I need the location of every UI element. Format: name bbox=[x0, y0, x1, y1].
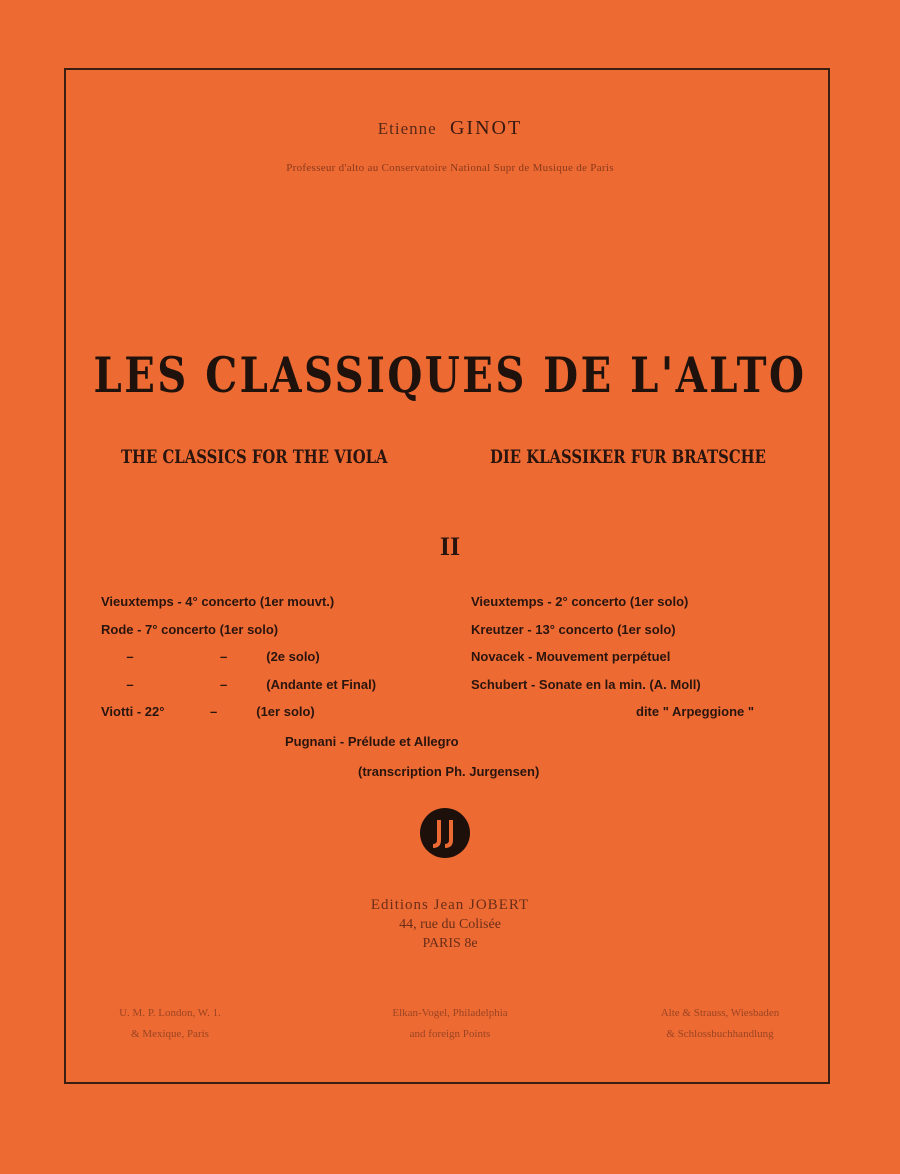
author-first-name: Etienne bbox=[377, 119, 437, 138]
author-last-name: GINOT bbox=[449, 117, 523, 139]
volume-number: II bbox=[439, 532, 461, 561]
work-item: Vieuxtemps - 4° concerto (1er mouvt.) bbox=[101, 594, 335, 609]
work-item-pugnani: Pugnani - Prélude et Allegro bbox=[285, 734, 459, 749]
publisher-city: PARIS 8e bbox=[422, 936, 478, 951]
distributor-line: & Mexique, Paris bbox=[131, 1028, 209, 1040]
distributor-2 bbox=[350, 1003, 550, 1045]
work-item: dite " Arpeggione " bbox=[636, 704, 755, 719]
work-item: Vieuxtemps - 2° concerto (1er solo) bbox=[471, 594, 689, 609]
publisher-logo-icon bbox=[418, 806, 472, 860]
author-line bbox=[0, 117, 900, 140]
publisher-name: Editions Jean JOBERT bbox=[370, 897, 530, 913]
distributor-line: Elkan-Vogel, Philadelphia bbox=[392, 1007, 508, 1019]
title-english: THE CLASSICS FOR THE VIOLA bbox=[121, 446, 388, 468]
work-item: Kreutzer - 13° concerto (1er solo) bbox=[471, 621, 676, 637]
work-item-transcription: (transcription Ph. Jurgensen) bbox=[358, 764, 540, 779]
work-item: Schubert - Sonate en la min. (A. Moll) bbox=[471, 676, 701, 692]
works-list-right bbox=[471, 588, 754, 726]
publisher-address: 44, rue du Colisée bbox=[399, 917, 501, 932]
title-german: DIE KLASSIKER FUR BRATSCHE bbox=[490, 446, 766, 468]
work-item: – – (Andante et Final) bbox=[126, 676, 377, 692]
work-item: Novacek - Mouvement perpétuel bbox=[471, 649, 671, 664]
publisher-info bbox=[0, 896, 900, 953]
distributor-line: U. M. P. London, W. 1. bbox=[119, 1007, 221, 1019]
distributor-1 bbox=[70, 1003, 270, 1045]
works-list-left bbox=[101, 588, 376, 726]
distributor-line: & Schlossbuchhandlung bbox=[666, 1028, 774, 1040]
work-item: Rode - 7° concerto (1er solo) bbox=[101, 621, 279, 637]
author-credentials: Professeur d'alto au Conservatoire National Supr de Musique de Paris bbox=[286, 162, 614, 174]
work-item: Viotti - 22° – (1er solo) bbox=[101, 704, 315, 719]
work-item: – – (2e solo) bbox=[126, 649, 320, 664]
distributor-line: and foreign Points bbox=[409, 1028, 491, 1040]
main-title: LES CLASSIQUES DE L'ALTO bbox=[93, 346, 807, 404]
distributor-line: Alte & Strauss, Wiesbaden bbox=[660, 1007, 780, 1019]
distributor-3 bbox=[620, 1003, 820, 1045]
